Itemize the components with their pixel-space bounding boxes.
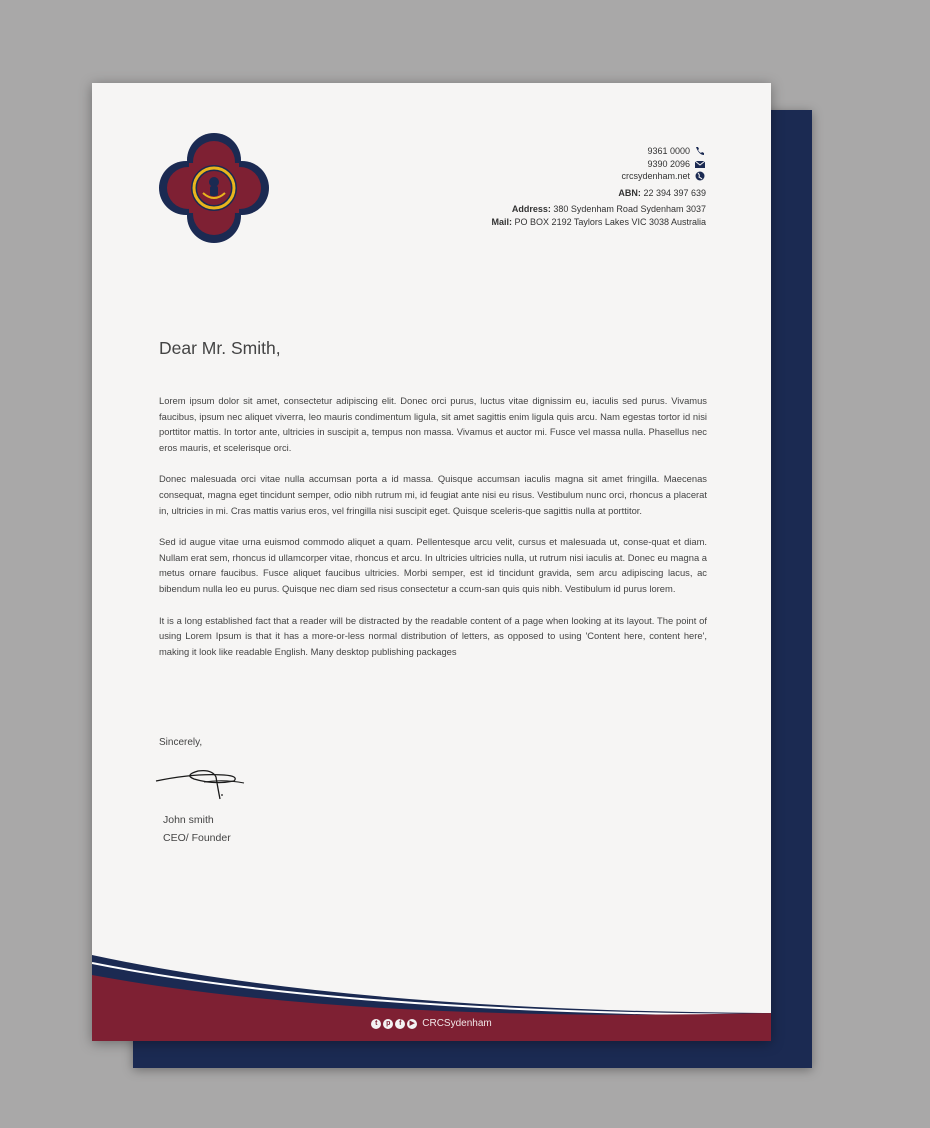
- social-icons: [371, 1019, 417, 1029]
- abn-row: [386, 187, 706, 200]
- facebook-icon[interactable]: f: [395, 1019, 405, 1029]
- letter-greeting: Dear Mr. Smith,: [159, 338, 281, 358]
- pinterest-icon[interactable]: p: [383, 1019, 393, 1029]
- mail-label: Mail:: [491, 216, 513, 227]
- letter-closing: Sincerely,: [159, 737, 203, 748]
- footer-social-bar: [92, 1018, 771, 1029]
- phone-number: 9361 0000: [647, 146, 690, 156]
- body-paragraph: Donec malesuada orci vitae nulla accumsan porta a id massa. Quisque accumsan iaculis magna sit amet fringilla. Maecenas consequat, magna eget tincidunt semper, odio nibh rutrum mi, id feugiat ante nisi eu risus. Vestibulum nunc orci, rhoncus a placerat in, ultricies in mi. Cras mattis varius eros, vel fringilla nisi suscipit eget. Quisque sceleris-que sagittis nulla at porttitor.: [159, 473, 707, 516]
- signer-name: John smith: [163, 814, 214, 826]
- handwritten-signature: [154, 755, 249, 803]
- phone-row: [386, 145, 706, 158]
- body-paragraph: Sed id augue vitae urna euismod commodo aliquet a quam. Pellentesque arcu velit, cursus et malesuada ut, conse-quat et diam. Nullam erat sem, rhoncus id ullamcorper vitae, rhoncus et arcu. In ultricies ultricies nulla, ut rutrum nisi iaculis at. Donec eu magna a metus ornare faucibus. Fusce aliquet faucibus ultricies. Morbi semper, est id tincidunt gravida, sem arcu adipiscing lacus, ac bibendum nulla leo eu purus. Quisque nec diam sed risus consectetur a ccum-san quis quis nibh. Vestibulum id purus lorem.: [159, 536, 707, 594]
- address-row: [386, 203, 706, 216]
- fax-row: [386, 158, 706, 171]
- twitter-icon[interactable]: t: [371, 1019, 381, 1029]
- body-paragraph: Lorem ipsum dolor sit amet, consectetur adipiscing elit. Donec orci purus, luctus vitae dignissim eu, iaculis sed purus. Vivamus faucibus, ipsum nec aliquet viverra, leo mauris condimentum ligula, sit amet sagittis enim ligula quis arcu. Nam egestas tortor id nisi porttitor mattis. In tortor ante, ultricies in suscipit a, tempus non massa. Vivamus et auctor mi. Fusce vel massa nulla. Phasellus nec eros mauris, et scelerisque orci.: [159, 395, 707, 453]
- address-value: 380 Sydenham Road Sydenham 3037: [553, 204, 706, 214]
- abn-label: ABN:: [618, 187, 641, 198]
- website-row: [386, 170, 706, 183]
- school-crest-logo: [159, 133, 269, 243]
- phone-icon: [694, 146, 706, 156]
- youtube-icon[interactable]: ▶: [407, 1019, 417, 1029]
- envelope-icon: [694, 159, 706, 169]
- abn-value: 22 394 397 639: [643, 187, 706, 198]
- letter-body: [159, 393, 707, 675]
- contact-block: [386, 145, 706, 228]
- mail-value: PO BOX 2192 Taylors Lakes VIC 3038 Australia: [514, 216, 706, 227]
- website-link[interactable]: crcsydenham.net: [621, 171, 690, 181]
- signer-block: [163, 811, 231, 847]
- address-label: Address:: [511, 204, 551, 214]
- globe-icon: [694, 171, 706, 181]
- social-handle[interactable]: CRCSydenham: [422, 1018, 492, 1029]
- letterhead-sheet: [92, 83, 771, 1041]
- fax-number: 9390 2096: [647, 158, 690, 169]
- body-paragraph: It is a long established fact that a reader will be distracted by the readable content of a page when looking at its layout. The point of using Lorem Ipsum is that it has a more-or-less normal distribution of letters, as opposed to using 'Content here, content here', making it look like readable English. Many desktop publishing packages: [159, 614, 707, 657]
- mail-row: [386, 216, 706, 229]
- signer-title: CEO/ Founder: [163, 832, 231, 844]
